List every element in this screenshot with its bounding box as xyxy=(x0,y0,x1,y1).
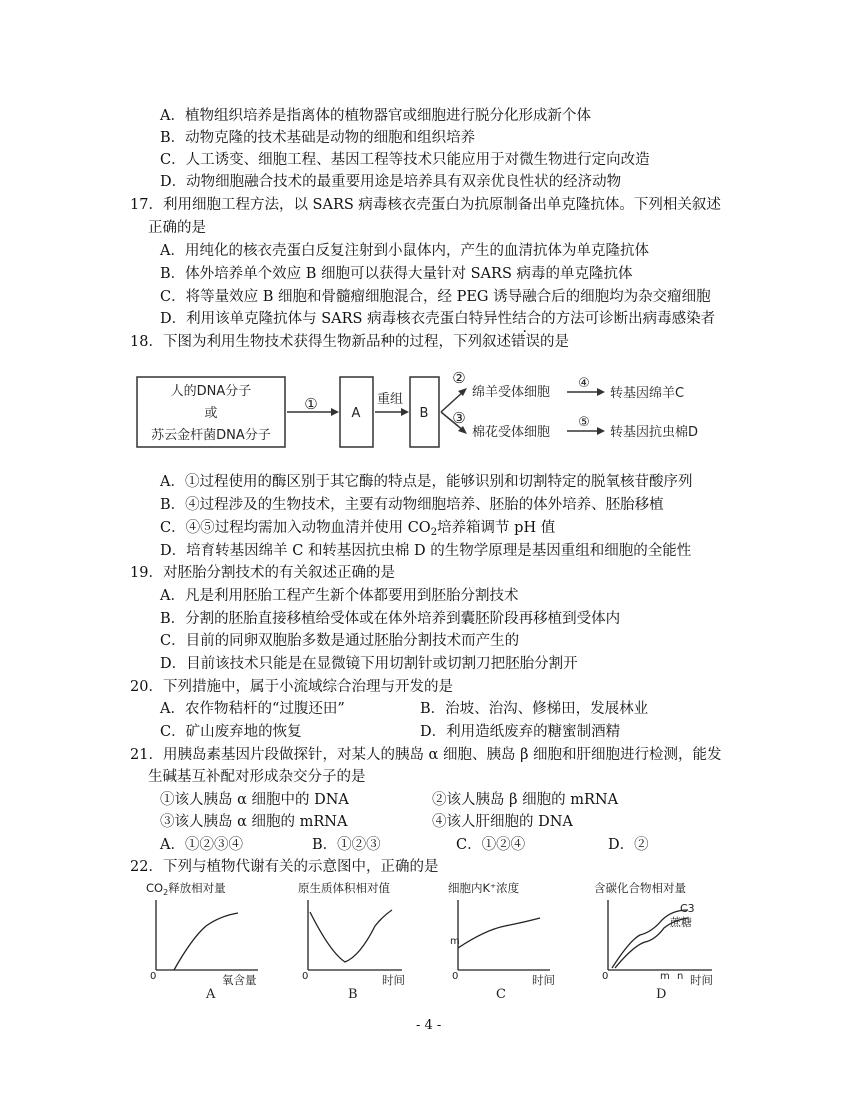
step-1-label: ① xyxy=(304,395,318,413)
q19-option-d: D．目前该技术只能是在显微镜下用切割针或切割刀把胚胎分割开 xyxy=(160,656,578,672)
emphasis-text: 错误 xyxy=(510,334,540,350)
q17-stem-cont: 正确的是 xyxy=(148,220,206,236)
q18-stem: 18．下图为利用生物技术获得生物新品种的过程，下列叙述错误的是 xyxy=(130,334,569,350)
q16-option-c: C．人工诱变、细胞工程、基因工程等技术只能应用于对微生物进行定向改造 xyxy=(160,152,650,168)
recombine-label: 重组 xyxy=(376,392,404,407)
q20-stem: 20．下列措施中，属于小流域综合治理与开发的是 xyxy=(130,679,453,695)
box-b-label: B xyxy=(419,406,429,421)
graph-d-series-sugar: 蔗糖 xyxy=(670,916,692,929)
graph-d-xlabel: 时间 xyxy=(690,973,713,987)
q20-option-c: C．矿山废弃地的恢复 xyxy=(160,724,302,740)
metabolism-graphs xyxy=(140,880,740,1000)
q16-option-b: B．动物克隆的技术基础是动物的细胞和组织培养 xyxy=(160,130,476,146)
graph-a-origin: 0 xyxy=(150,971,157,982)
q21-stem-cont: 生碱基互补配对形成杂交分子的是 xyxy=(148,769,366,785)
q21-option-a: A．①②③④ xyxy=(160,837,243,853)
q20-option-d: D．利用造纸废弃的糖蜜制酒精 xyxy=(420,724,621,740)
q19-option-c: C．目前的同卵双胞胎多数是通过胚胎分割技术而产生的 xyxy=(160,633,520,649)
q18-option-b: B．④过程涉及的生物技术，主要有动物细胞培养、胚胎的体外培养、胚胎移植 xyxy=(160,497,664,513)
graph-c-letter: C xyxy=(496,987,506,1000)
q18-option-d: D．培育转基因绵羊 C 和转基因抗虫棉 D 的生物学原理是基因重组和细胞的全能性 xyxy=(160,543,692,559)
graph-a-ylabel: $CO_2$释放相对量 xyxy=(146,881,226,897)
q21-item-2: ②该人胰岛 β 细胞的 mRNA xyxy=(432,792,619,808)
q19-option-a: A．凡是利用胚胎工程产生新个体都要用到胚胎分割技术 xyxy=(160,588,519,604)
graph-d-ylabel: 含碳化合物相对量 xyxy=(594,881,686,895)
q17-option-b: B．体外培养单个效应 B 细胞可以获得大量针对 SARS 病毒的单克隆抗体 xyxy=(160,266,633,282)
graph-d-series-c3: C3 xyxy=(680,902,695,915)
graph-b-xlabel: 时间 xyxy=(382,973,405,987)
q17-option-c: C．将等量效应 B 细胞和骨髓瘤细胞混合，经 PEG 诱导融合后的细胞均为杂交瘤细胞 xyxy=(160,289,711,305)
q22-stem: 22．下列与植物代谢有关的示意图中，正确的是 xyxy=(130,859,439,875)
q17-option-a: A．用纯化的核衣壳蛋白反复注射到小鼠体内，产生的血清抗体为单克隆抗体 xyxy=(160,243,649,259)
step-2-label: ② xyxy=(452,369,466,387)
graph-c-xlabel: 时间 xyxy=(532,973,555,987)
transgenic-sheep: 转基因绵羊C xyxy=(610,386,685,401)
step-3-label: ③ xyxy=(452,409,466,427)
q21-item-3: ③该人胰岛 α 细胞的 mRNA xyxy=(160,814,348,830)
dna-source-line2: 或 xyxy=(204,406,218,421)
graph-c-ylabel: 细胞内K⁺浓度 xyxy=(448,881,520,895)
graph-c xyxy=(458,900,550,970)
graph-d-origin: 0 xyxy=(602,971,609,982)
graph-a xyxy=(156,900,258,970)
graph-b-origin: 0 xyxy=(302,971,309,982)
dna-source-line3: 苏云金杆菌DNA分子 xyxy=(151,428,271,443)
q21-item-4: ④该人肝细胞的 DNA xyxy=(432,814,573,830)
graph-d-tick-m: m xyxy=(660,971,670,982)
q18-option-c: C．④⑤过程均需加入动物血清并使用 $CO_2$培养箱调节 pH 值 xyxy=(160,520,556,538)
step-5-label: ⑤ xyxy=(578,415,590,430)
cotton-recipient-cell: 棉花受体细胞 xyxy=(472,425,551,440)
q16-option-d: D．动物细胞融合技术的最重要用途是培养具有双亲优良性状的经济动物 xyxy=(160,174,622,190)
q21-stem: 21．用胰岛素基因片段做探针，对某人的胰岛 α 细胞、胰岛 β 细胞和肝细胞进行检测，能发 xyxy=(130,747,722,763)
graph-a-xlabel: 氧含量 xyxy=(222,973,257,987)
dna-source-line1: 人的DNA分子 xyxy=(170,384,252,399)
q21-item-1: ①该人胰岛 α 细胞中的 DNA xyxy=(160,792,349,808)
gene-transfer-diagram xyxy=(134,369,734,453)
q16-option-a: A．植物组织培养是指离体的植物器官或细胞进行脱分化形成新个体 xyxy=(160,108,591,124)
graph-b-letter: B xyxy=(348,987,358,1000)
graph-a-letter: A xyxy=(206,987,216,1000)
page-number: - 4 - xyxy=(416,1018,442,1033)
q20-option-a: A．农作物秸杆的“过腹还田” xyxy=(160,701,345,717)
box-a-label: A xyxy=(351,406,361,421)
q21-option-d: D．② xyxy=(608,837,649,853)
q18-option-a: A．①过程使用的酶区别于其它酶的特点是，能够识别和切割特定的脱氧核苷酸序列 xyxy=(160,474,693,490)
q21-option-b: B．①②③ xyxy=(312,837,381,853)
graph-d xyxy=(608,900,712,970)
q19-option-b: B．分割的胚胎直接移植给受体或在体外培养到囊胚阶段再移植到受体内 xyxy=(160,611,621,627)
graph-d-letter: D xyxy=(656,987,667,1000)
q17-stem: 17．利用细胞工程方法，以 SARS 病毒核衣壳蛋白为抗原制备出单克隆抗体。下列相关叙述 xyxy=(130,197,721,213)
graph-b xyxy=(308,900,402,970)
step-4-label: ④ xyxy=(578,376,590,391)
q21-option-c: C．①②④ xyxy=(456,837,526,853)
q20-option-b: B．治坡、治沟、修梯田，发展林业 xyxy=(420,701,649,717)
q19-stem: 19．对胚胎分割技术的有关叙述正确的是 xyxy=(130,565,395,581)
graph-c-mark: m xyxy=(450,936,460,947)
transgenic-cotton: 转基因抗虫棉D xyxy=(610,425,699,440)
sheep-recipient-cell: 绵羊受体细胞 xyxy=(472,385,551,400)
q17-option-d: D．利用该单克隆抗体与 SARS 病毒核衣壳蛋白特异性结合的方法可诊断出病毒感染者 xyxy=(160,311,716,327)
graph-b-ylabel: 原生质体积相对值 xyxy=(298,881,390,895)
graph-c-origin: 0 xyxy=(452,971,459,982)
graph-d-tick-n: n xyxy=(677,971,684,982)
